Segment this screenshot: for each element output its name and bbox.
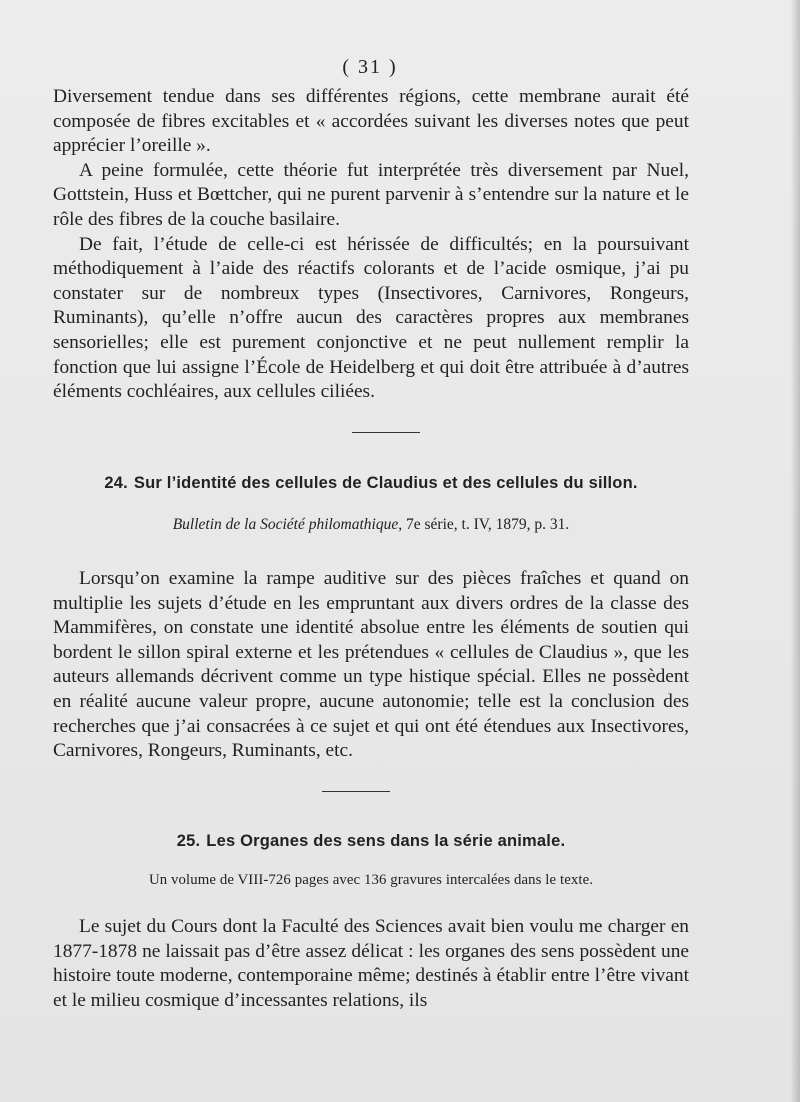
page-edge-shadow (790, 0, 800, 1102)
citation-details: , 7e série, t. IV, 1879, p. 31. (398, 516, 570, 533)
text-block-intro (53, 85, 689, 405)
citation (53, 516, 689, 534)
paragraph: Le sujet du Cours dont la Faculté des Sciences avait bien voulu me charger en 1877-1878 ne laissait pas d’être assez délicat : les organes des sens possèdent une histoire toute moderne, contemporaine même; destinés à établir entre l’être vivant et le milieu cosmique d’incessantes relations, ils (53, 916, 689, 1011)
section-heading-25 (53, 832, 689, 851)
volume-note: Un volume de VIII-726 pages avec 136 gravures intercalées dans le texte. (148, 872, 594, 888)
citation-journal: Bulletin de la Société philomathique (172, 516, 399, 533)
section-number: 24. (104, 474, 128, 492)
paragraph: De fait, l’étude de celle-ci est hérissée de difficultés; en la poursuivant méthodiquement à l’aide des réactifs colorants et de l’acide osmique, j’ai pu constater sur de nombreux types (Insectivores, Carnivores, Rongeurs, Ruminants), qu’elle n’offre aucun des caractères propres aux membranes sensorielles; elle est purement conjonctive et ne peut nullement remplir la fonction que lui assigne l’École de Heidelberg et qui doit être attribuée à d’autres éléments cochléaires, aux cellules ciliées. (53, 233, 689, 403)
section-title: Sur l’identité des cellules de Claudius et des cellules du sillon. (133, 474, 638, 492)
section-divider (322, 791, 390, 792)
section-title: Les Organes des sens dans la série animale. (206, 832, 566, 850)
section-heading-24 (53, 474, 689, 493)
paragraph: Lorsqu’on examine la rampe auditive sur des pièces fraîches et quand on multiplie les sujets d’étude en les empruntant aux divers ordres de la classe des Mammifères, on constate une identité absolue entre les éléments de soutien qui bordent le sillon spiral externe et les prétendues « cellules de Claudius », que les auteurs allemands décrivent comme un type histique spécial. Elles ne possèdent en réalité aucune valeur propre, aucune autonomie; telle est la conclusion des recherches que j’ai consacrées à ce sujet et qui ont été étendues aux Insectivores, Carnivores, Rongeurs, Ruminants, etc. (53, 568, 689, 762)
text-block-section-25 (53, 915, 689, 1013)
page-number: ( 31 ) (342, 56, 398, 78)
paragraph: A peine formulée, cette théorie fut interprétée très diversement par Nuel, Gottstein, Huss et Bœttcher, qui ne purent parvenir à s’entendre sur la nature et le rôle des fibres de la couche basilaire. (53, 159, 689, 230)
section-number: 25. (176, 832, 201, 850)
text-block-section-24 (53, 567, 689, 764)
section-divider (352, 432, 420, 433)
paragraph: Diversement tendue dans ses différentes régions, cette membrane aurait été composée de fibres excitables et « accordées suivant les diverses notes que peut apprécier l’oreille ». (53, 86, 689, 157)
